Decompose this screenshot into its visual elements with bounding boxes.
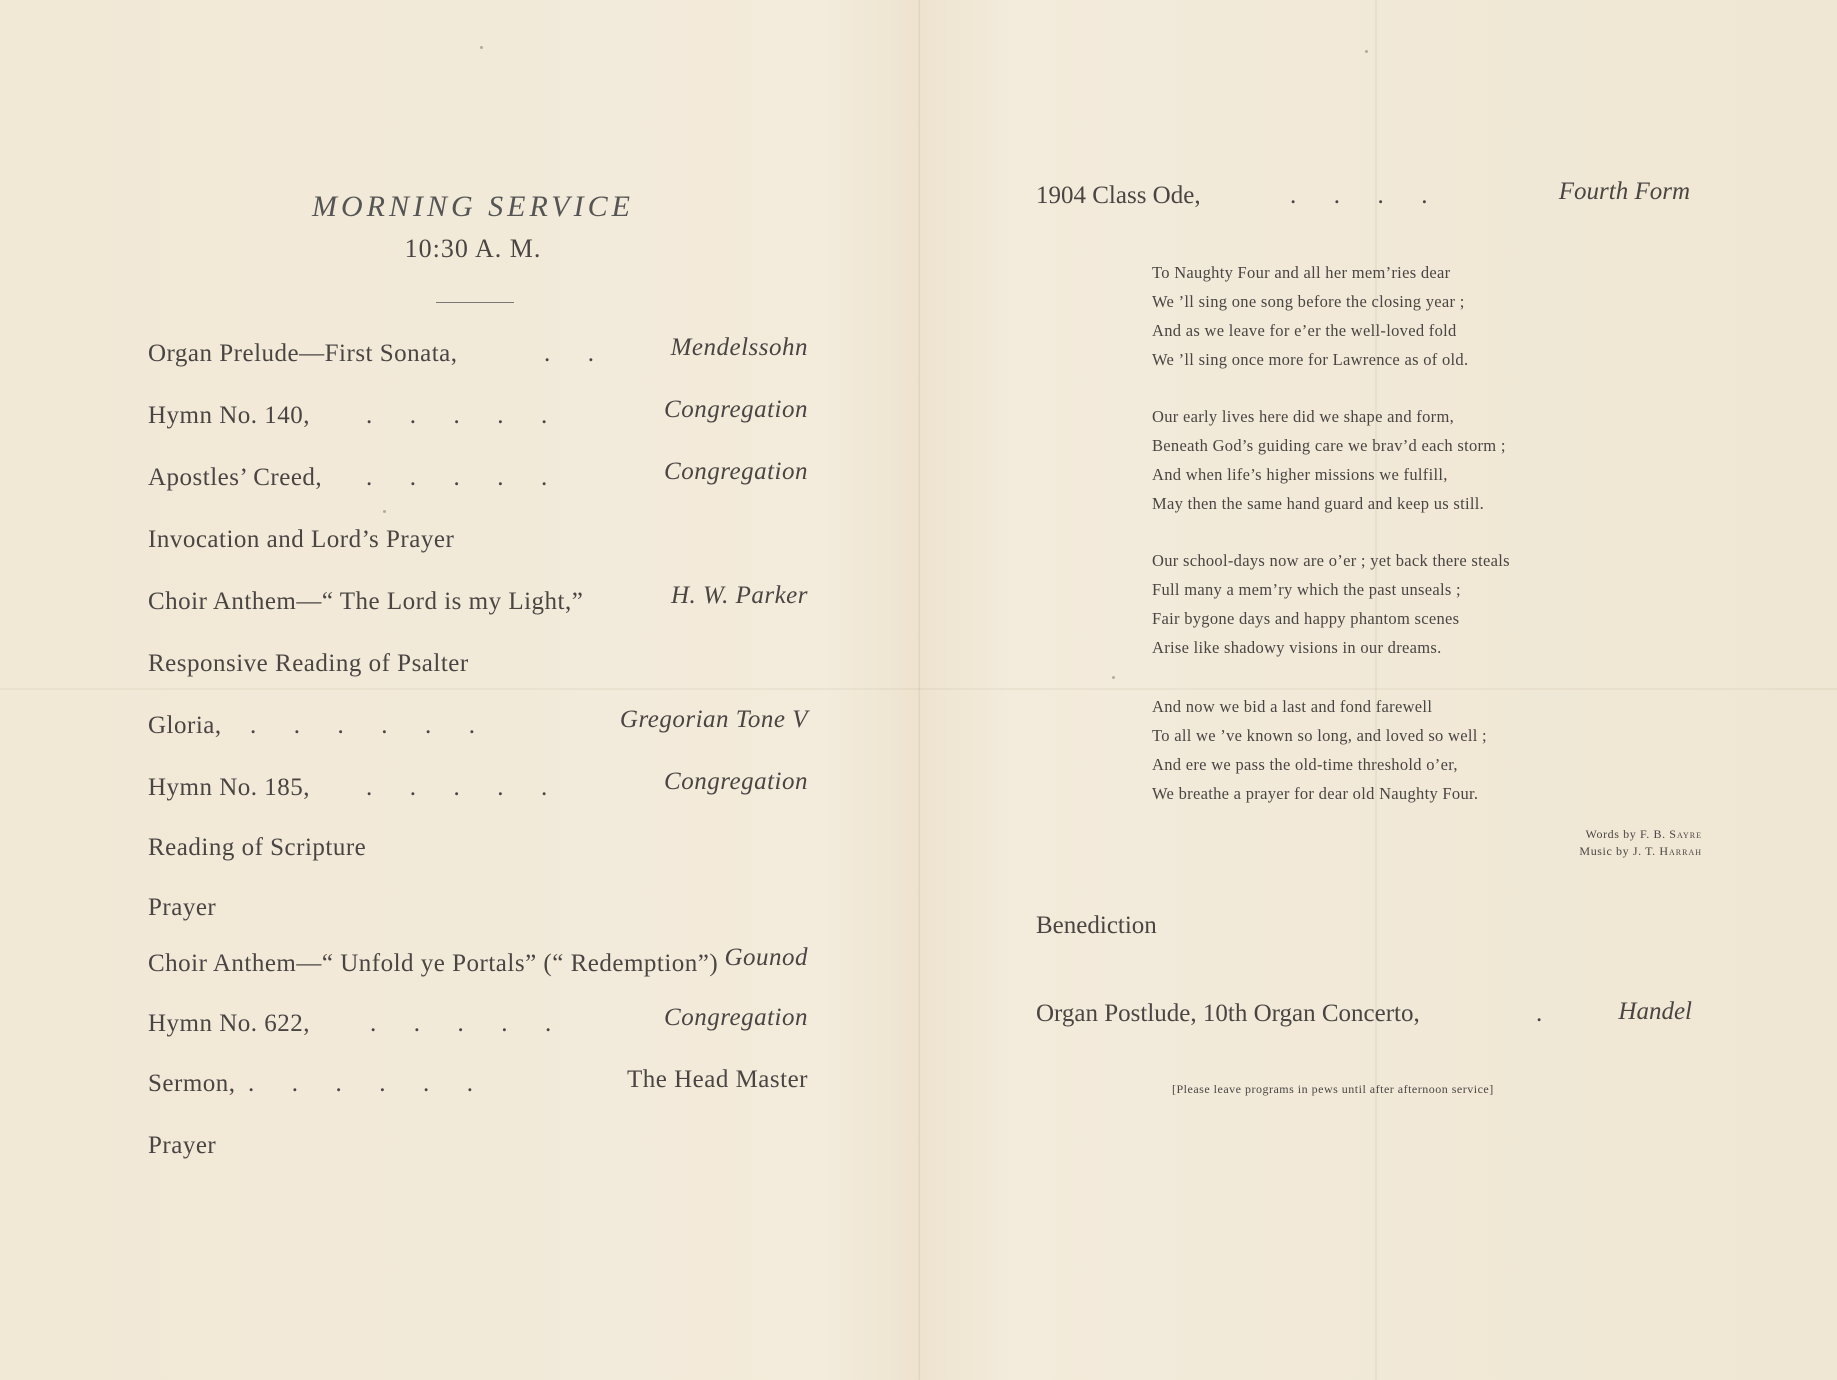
item-label: Choir Anthem—“ The Lord is my Light,”: [148, 588, 584, 615]
leader-dots: .: [1536, 1000, 1543, 1027]
verse-line: Beneath God’s guiding care we brav’d each storm ;: [1152, 436, 1506, 455]
paper-speck: [480, 46, 483, 49]
program-item: [148, 706, 808, 752]
paper-speck: [383, 510, 386, 513]
verse-line: May then the same hand guard and keep us still.: [1152, 494, 1485, 513]
ode-label: 1904 Class Ode,: [1036, 182, 1201, 209]
paper-speck: [1112, 676, 1115, 679]
page-title: MORNING SERVICE: [312, 190, 634, 223]
program-item: [148, 944, 808, 990]
leader-dots: . . . . . .: [250, 712, 475, 739]
program-item: [148, 334, 808, 380]
verse-line: And now we bid a last and fond farewell: [1152, 697, 1433, 716]
organ-postlude: [1036, 1000, 1692, 1040]
leader-dots: . . . .: [1290, 182, 1428, 209]
verse-line: We ’ll sing one song before the closing year ;: [1152, 292, 1465, 311]
verse-line: Our school-days now are o’er ; yet back there steals: [1152, 551, 1510, 570]
verse-line: To all we ’ve known so long, and loved so well ;: [1152, 726, 1487, 745]
verse-line: We ’ll sing once more for Lawrence as of old.: [1152, 350, 1469, 369]
item-label: Hymn No. 140,: [148, 402, 311, 429]
program-item: [148, 396, 808, 442]
verse-line: And when life’s higher missions we fulfill,: [1152, 465, 1448, 484]
item-performer: H. W. Parker: [670, 582, 808, 609]
item-label: Prayer: [148, 894, 217, 921]
verse-line: We breathe a prayer for dear old Naughty Four.: [1152, 784, 1479, 803]
item-label: Hymn No. 622,: [148, 1010, 311, 1037]
leader-dots: . . . . .: [370, 1010, 552, 1037]
item-label: Prayer: [148, 1132, 217, 1159]
music-credit: [1470, 843, 1702, 860]
ode-performer: Fourth Form: [1558, 178, 1690, 205]
verse-line: Fair bygone days and happy phantom scenes: [1152, 609, 1460, 628]
item-performer: The Head Master: [626, 1066, 808, 1093]
item-performer: Congregation: [664, 768, 808, 795]
stanza-3: [1152, 546, 1592, 662]
postlude-label: Organ Postlude, 10th Organ Concerto,: [1036, 1000, 1420, 1027]
music-prefix: Music by J. T.: [1579, 844, 1656, 858]
item-label: Hymn No. 185,: [148, 774, 311, 801]
item-label: Organ Prelude—First Sonata,: [148, 340, 458, 367]
postlude-composer: Handel: [1618, 998, 1692, 1025]
ode-credits: [1470, 826, 1702, 860]
item-label: Apostles’ Creed,: [148, 464, 323, 491]
program-item: [148, 768, 808, 814]
item-performer: Congregation: [664, 1004, 808, 1031]
words-author: Sayre: [1669, 827, 1702, 841]
item-performer: Congregation: [664, 396, 808, 423]
program-item: [148, 582, 808, 628]
benediction: Benediction: [1036, 912, 1157, 939]
verse-line: Our early lives here did we shape and form,: [1152, 407, 1455, 426]
verse-line: To Naughty Four and all her mem’ries dear: [1152, 263, 1451, 282]
program-item: [148, 1132, 808, 1172]
words-prefix: Words by F. B.: [1585, 827, 1666, 841]
program-item: [148, 834, 808, 874]
leader-dots: . . . . .: [366, 402, 548, 429]
paper-speck: [1365, 50, 1368, 53]
item-label: Reading of Scripture: [148, 834, 367, 861]
item-label: Choir Anthem—“ Unfold ye Portals” (“ Redemption”): [148, 950, 719, 977]
program-item: [148, 894, 808, 934]
leader-dots: . . . . .: [366, 464, 548, 491]
item-label: Sermon,: [148, 1070, 236, 1097]
title-rule: [436, 302, 514, 303]
verse-line: Arise like shadowy visions in our dreams.: [1152, 638, 1442, 657]
center-fold: [918, 0, 921, 1380]
program-item: [148, 1004, 808, 1050]
verse-line: And ere we pass the old-time threshold o’er,: [1152, 755, 1458, 774]
music-composer: Harrah: [1659, 844, 1702, 858]
item-label: Invocation and Lord’s Prayer: [148, 526, 455, 553]
leader-dots: . . . . .: [366, 774, 548, 801]
program-item: [148, 650, 808, 690]
item-label: Gloria,: [148, 712, 222, 739]
words-credit: [1470, 826, 1702, 843]
class-ode-heading: [1036, 178, 1690, 222]
program-item: [148, 458, 808, 504]
leader-dots: . .: [544, 340, 594, 367]
program-item: [148, 526, 808, 566]
verse-line: Full many a mem’ry which the past unseals ;: [1152, 580, 1461, 599]
item-performer: Gregorian Tone V: [619, 706, 808, 733]
footer-note: [Please leave programs in pews until after afternoon service]: [1172, 1082, 1494, 1096]
item-label: Responsive Reading of Psalter: [148, 650, 469, 677]
item-performer: Congregation: [664, 458, 808, 485]
program-item: [148, 1066, 808, 1110]
service-time: 10:30 A. M.: [404, 234, 542, 263]
stanza-2: [1152, 402, 1592, 518]
stanza-1: [1152, 258, 1592, 374]
stanza-4: [1152, 692, 1592, 808]
verse-line: And as we leave for e’er the well-loved fold: [1152, 321, 1457, 340]
item-performer: Mendelssohn: [670, 334, 808, 361]
item-performer: Gounod: [724, 944, 808, 971]
leader-dots: . . . . . .: [248, 1070, 473, 1097]
